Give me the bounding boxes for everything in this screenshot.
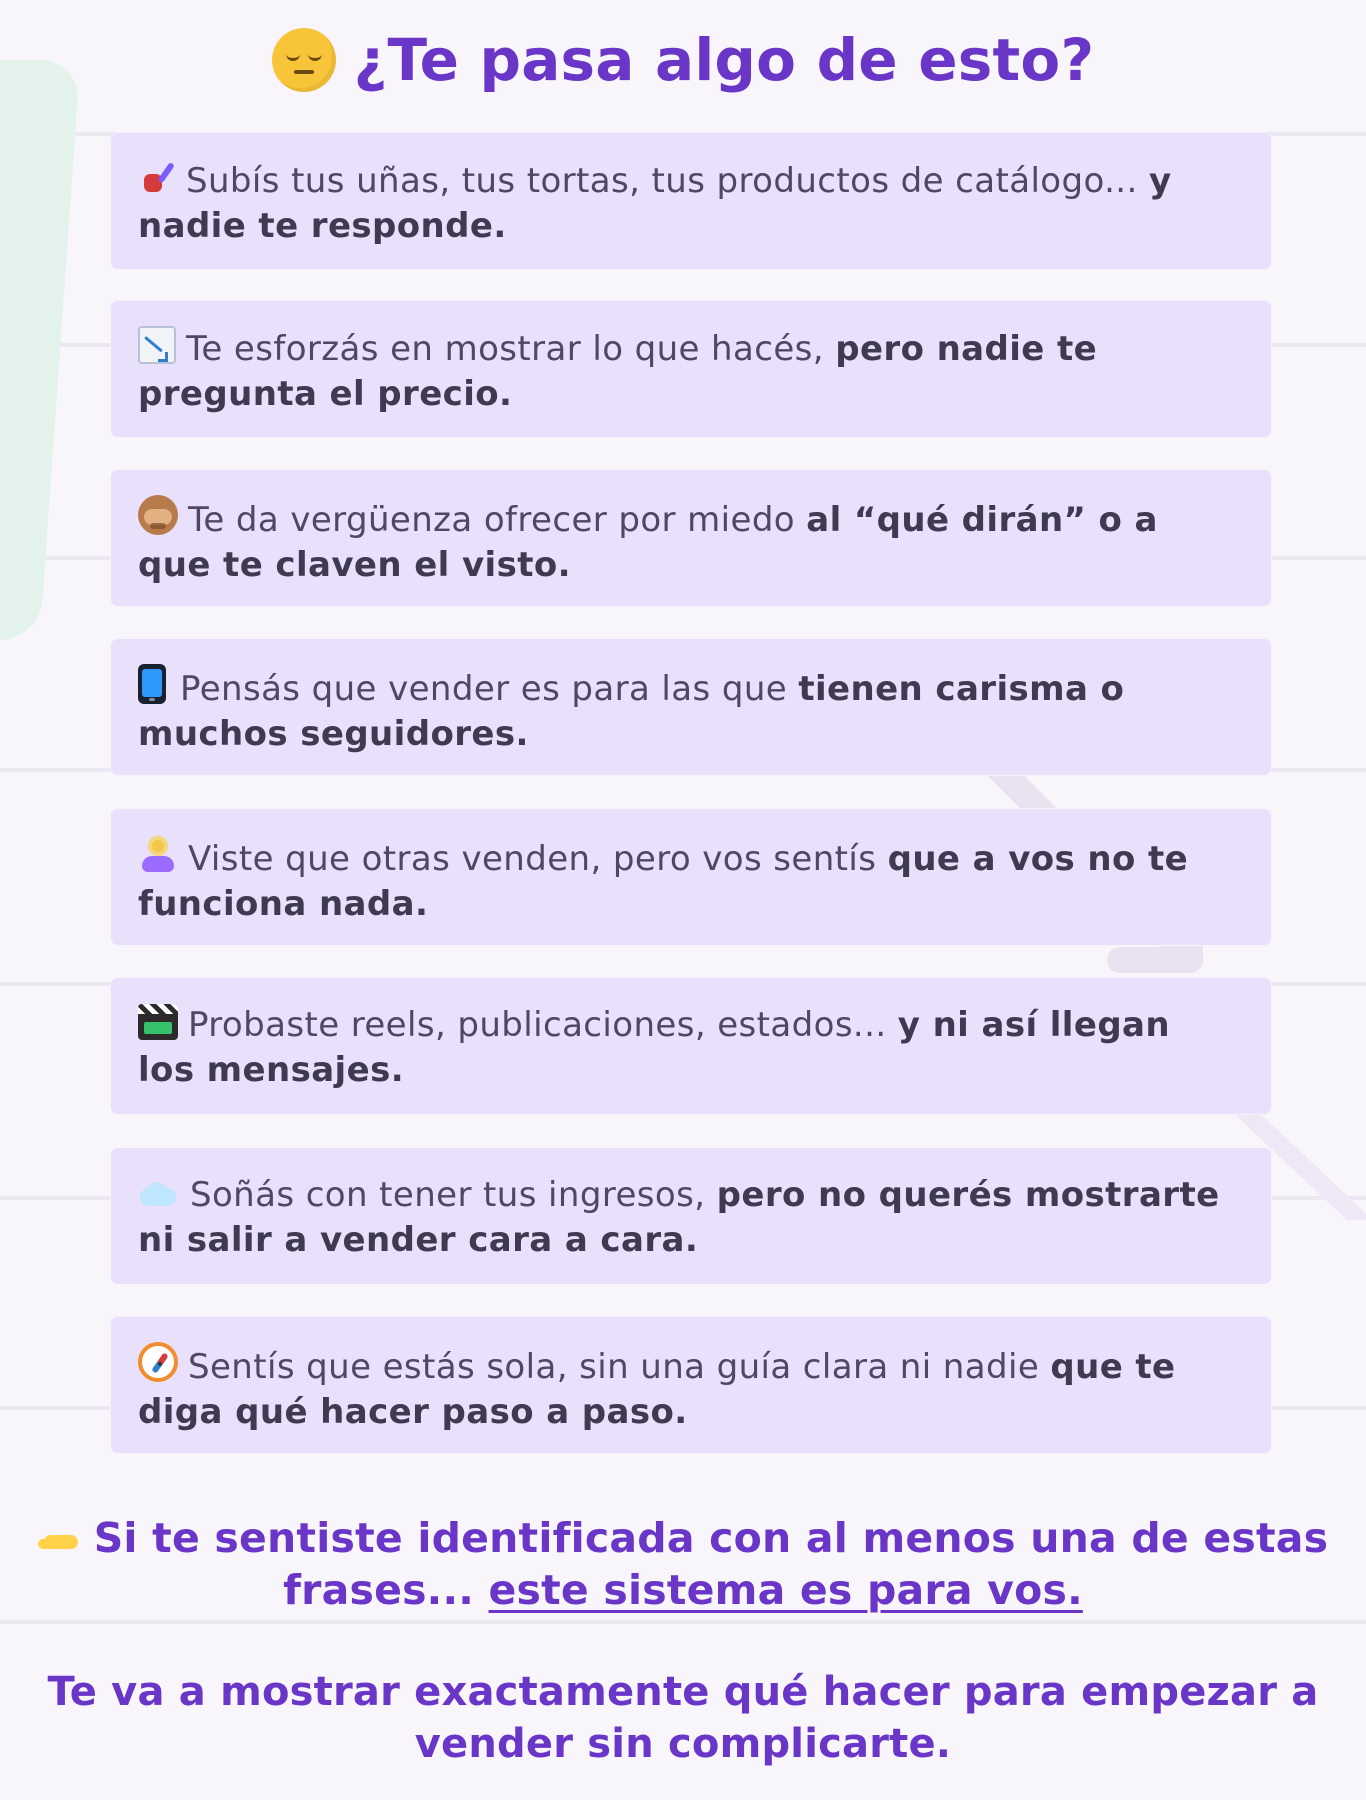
pain-point-normal-text: Soñás con tener tus ingresos, <box>190 1175 706 1215</box>
pain-point-text <box>138 1342 1238 1435</box>
pain-point-card <box>110 300 1272 438</box>
pain-point-text <box>138 158 1238 249</box>
pain-point-bold-text: y ni así llegan los mensajes. <box>138 1005 1171 1090</box>
mobile-phone-icon <box>138 664 166 704</box>
woman-shrugging-icon <box>138 834 178 874</box>
benefit-callout: Te va a mostrar exactamente qué hacer para empezar a vender sin complicarte. <box>47 1669 1319 1767</box>
pain-point-card <box>110 132 1272 270</box>
pain-point-bold-text: pero no querés mostrarte ni salir a vender cara a cara. <box>138 1175 1220 1260</box>
chart-decreasing-icon <box>138 326 176 364</box>
pensive-face-mouth <box>294 70 314 74</box>
page-title: ¿Te pasa algo de esto? <box>353 26 1095 94</box>
pain-point-card <box>110 638 1272 776</box>
pain-point-text <box>138 1173 1238 1263</box>
pain-point-card <box>110 977 1272 1115</box>
pain-point-text <box>138 495 1238 588</box>
decorative-arrow <box>930 700 1366 1220</box>
see-no-evil-monkey-icon <box>138 495 178 535</box>
identification-callout <box>0 1512 1366 1616</box>
pain-point-text <box>138 664 1238 757</box>
pain-point-bold-text: tienen carisma o muchos seguidores. <box>138 669 1125 754</box>
pain-point-normal-text: Te da vergüenza ofrecer por miedo <box>188 500 796 540</box>
compass-icon <box>138 1342 178 1382</box>
thought-balloon-icon <box>138 1180 178 1210</box>
pain-point-normal-text: Subís tus uñas, tus tortas, tus productos de catálogo... <box>186 161 1138 201</box>
backhand-index-pointing-right-icon <box>38 1525 82 1555</box>
pain-point-card <box>110 1147 1272 1285</box>
pain-point-text <box>138 326 1238 417</box>
page-header <box>0 28 1366 92</box>
pain-point-bold-text: que te diga qué hacer paso a paso. <box>138 1347 1176 1432</box>
clapper-board-icon <box>138 1004 178 1040</box>
pain-point-normal-text: Probaste reels, publicaciones, estados... <box>188 1005 887 1045</box>
pain-point-normal-text: Pensás que vender es para las que <box>180 669 788 709</box>
identification-callout-text: Si te sentiste identificada con al menos una de estas frases... <box>93 1514 1329 1614</box>
system-for-you-link[interactable]: este sistema es para vos. <box>488 1566 1083 1614</box>
nail-polish-icon <box>138 158 176 196</box>
pain-point-card <box>110 808 1272 946</box>
pensive-face-icon <box>272 28 336 92</box>
pain-point-text <box>138 1003 1238 1093</box>
pain-point-bold-text: al “qué dirán” o a que te claven el visto. <box>138 500 1158 585</box>
pain-point-normal-text: Viste que otras venden, pero vos sentís <box>188 839 877 879</box>
pain-point-normal-text: Te esforzás en mostrar lo que hacés, <box>186 329 824 369</box>
background-line <box>0 1620 1366 1624</box>
pain-point-bold-text: y nadie te responde. <box>138 161 1172 246</box>
pain-point-normal-text: Sentís que estás sola, sin una guía clara ni nadie <box>188 1347 1040 1387</box>
pain-point-bold-text: pero nadie te pregunta el precio. <box>138 329 1098 414</box>
pain-point-text <box>138 834 1238 927</box>
pain-point-card <box>110 1316 1272 1454</box>
pain-point-bold-text: que a vos no te funciona nada. <box>138 839 1189 924</box>
pain-point-card <box>110 469 1272 607</box>
